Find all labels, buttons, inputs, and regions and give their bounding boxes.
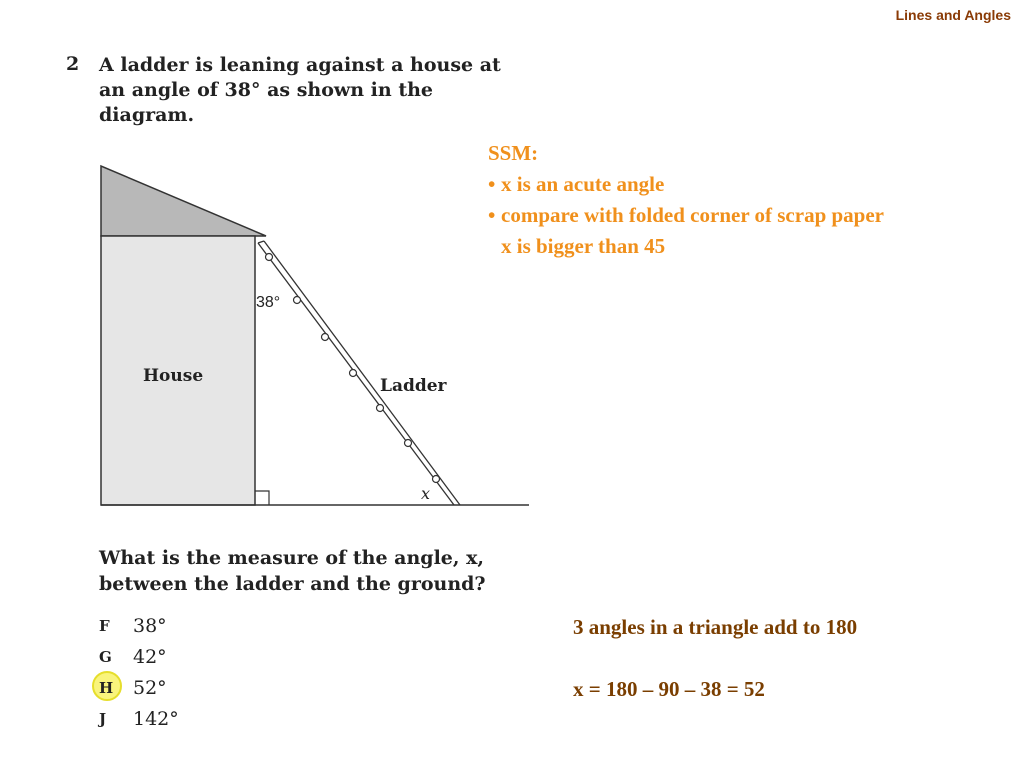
house-label: House: [143, 366, 204, 386]
question-line: A ladder is leaning against a house at: [99, 54, 501, 76]
ssm-continuation: x is bigger than 45: [501, 234, 666, 258]
slide-title: Lines and Angles: [895, 7, 1011, 23]
angle-x-label: x: [421, 484, 431, 503]
angle-38-label: 38°: [256, 294, 281, 311]
ssm-bullet: • compare with folded corner of scrap paper: [488, 200, 884, 231]
question-line: diagram.: [99, 104, 195, 126]
sub-question-line: What is the measure of the angle, x,: [99, 547, 485, 569]
question-number: 2: [66, 53, 80, 75]
sub-question-line: between the ladder and the ground?: [99, 573, 486, 595]
right-angle-marker: [255, 491, 269, 505]
choice-letter: J: [99, 710, 107, 728]
choice-value: 142°: [133, 708, 179, 730]
ssm-heading: SSM:: [488, 141, 539, 165]
house-roof: [101, 166, 266, 236]
solution-line: 3 angles in a triangle add to 180: [573, 615, 858, 639]
ssm-bullet: • x is an acute angle: [488, 169, 884, 200]
ssm-notes: [488, 138, 884, 262]
bullet-icon: •: [488, 203, 496, 227]
choice-value: 42°: [133, 646, 167, 668]
choice-letter: H: [99, 679, 114, 697]
bullet-icon: •: [488, 172, 496, 196]
sub-question: [99, 545, 486, 597]
choice-letter: F: [99, 617, 110, 635]
solution-line: x = 180 – 90 – 38 = 52: [573, 677, 765, 701]
ladder: [258, 241, 460, 505]
choice-value: 38°: [133, 615, 167, 637]
choice-value: 52°: [133, 677, 167, 699]
question-line: an angle of 38° as shown in the: [99, 79, 434, 101]
choice-letter: G: [99, 648, 112, 666]
ladder-label: Ladder: [380, 376, 447, 396]
